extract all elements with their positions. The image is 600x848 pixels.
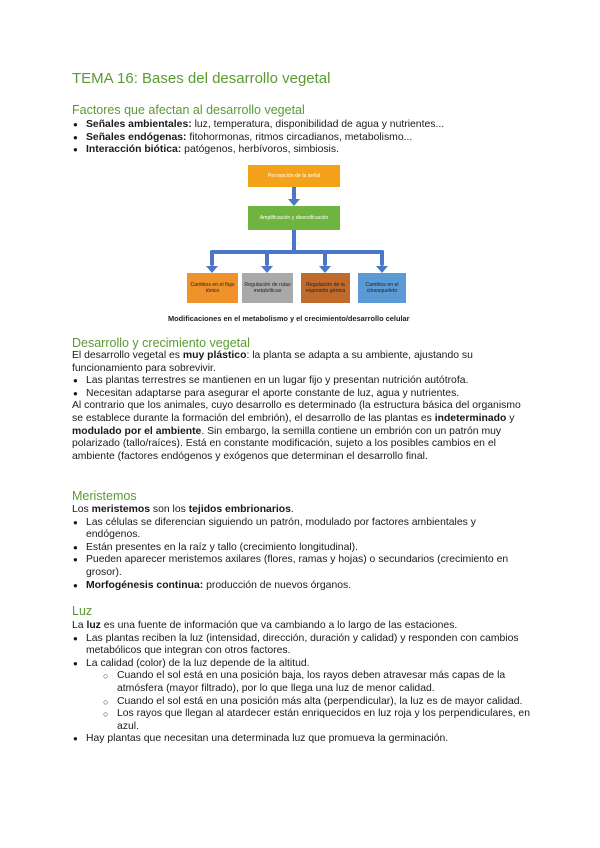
cytoskeleton-box: Cambios en el citoesqueleto (358, 273, 406, 303)
arrow-head-3 (376, 266, 388, 273)
list-item: ● Están presentes en la raíz y tallo (crecimiento longitudinal). (72, 542, 530, 555)
list-item: ● Pueden aparecer meristemos axilares (flores, ramas y hojas) o secundarios (crecimiento en grosor). (72, 554, 530, 579)
signal-diagram (160, 164, 450, 324)
gene-expression-box: Regulación de la expresión génica (301, 273, 350, 303)
list-item: ● Necesitan adaptarse para asegurar el aporte constante de luz, agua y nutrientes. (72, 388, 530, 401)
list-item: ● Interacción biótica: patógenos, herbívoros, simbiosis. (72, 144, 530, 157)
luz-heading: Luz (72, 604, 93, 618)
luz-section (72, 620, 530, 746)
list-item: ● Señales ambientales: luz, temperatura, disponibilidad de agua y nutrientes... (72, 119, 530, 132)
list-item: ● Señales endógenas: fitohormonas, ritmos circadianos, metabolismo... (72, 132, 530, 145)
desarrollo-heading: Desarrollo y crecimiento vegetal (72, 336, 250, 350)
list-item: ● Hay plantas que necesitan una determinada luz que promueva la germinación. (72, 733, 530, 746)
factores-section (72, 119, 530, 157)
list-item: ● Morfogénesis continua: producción de nuevos órganos. (72, 580, 530, 593)
diagram-caption: Modificaciones en el metabolismo y el crecimiento/desarrollo celular (168, 314, 410, 323)
list-item: ● Las plantas terrestres se mantienen en un lugar fijo y presentan nutrición autótrofa. (72, 375, 530, 388)
luz-intro: La luz es una fuente de información que va cambiando a lo largo de las estaciones. (72, 620, 458, 631)
list-item: ● La calidad (color) de la luz depende de la altitud. ○ Cuando el sol está en una posición baja, los rayos deben atravesar más capas de la atmósfera (mayor filtrado), por lo que llega una luz de menor calidad. ○ Cuando el sol está en una posición más alta (perpendicular), la luz es de mayor calidad. ○ Los rayos que llegan al atardecer están enriquecidos en luz roja y los perpendiculares, en azul. (72, 658, 530, 734)
ion-flux-box: Cambios en el flujo iónico (187, 273, 238, 303)
page-title: TEMA 16: Bases del desarrollo vegetal (72, 70, 331, 87)
arrow-head-1 (261, 266, 273, 273)
sub-list-item: ○ Los rayos que llegan al atardecer están enriquecidos en luz roja y los perpendiculares, en azul. (103, 708, 530, 733)
metabolic-routes-box: Regulación de rutas metabólicas (242, 273, 293, 303)
meristemos-intro: Los meristemos son los tejidos embrionarios. (72, 504, 294, 515)
factores-heading: Factores que afectan al desarrollo vegetal (72, 103, 305, 117)
arrow-head-0 (206, 266, 218, 273)
list-item: ● Las plantas reciben la luz (intensidad, dirección, duración y calidad) y responden con cambios metabólicos que integran con otros factores. (72, 633, 530, 658)
sub-list-item: ○ Cuando el sol está en una posición más alta (perpendicular), la luz es de mayor calidad. (103, 696, 530, 709)
sub-list-item: ○ Cuando el sol está en una posición baja, los rayos deben atravesar más capas de la atmósfera (mayor filtrado), por lo que llega una luz de menor calidad. (103, 670, 530, 695)
list-item: ● Las células se diferencian siguiendo un patrón, modulado por factores ambientales y endógenos. (72, 517, 530, 542)
desarrollo-paragraph: Al contrario que los animales, cuyo desarrollo es determinado (la estructura básica del organismo se establece durante la formación del embrión), el desarrollo de las plantas es indeterminado y modulado por el ambiente. Sin embargo, la semilla contiene un embrión con un patrón muy polarizado (tallo/raíces). Está en constante modificación, sujeto a los posibles cambios en el ambiente (factores endógenos y exógenos que determinan el desarrollo final. (72, 400, 521, 462)
arrow-head-2 (319, 266, 331, 273)
desarrollo-intro: El desarrollo vegetal es muy plástico: la planta se adapta a su ambiente, ajustando su funcionamiento para sobrevivir. (72, 350, 473, 374)
arrow-head-top (288, 199, 300, 206)
meristemos-section (72, 504, 530, 592)
amplification-box: Amplificación y diversificación (248, 206, 340, 230)
perception-box: Percepción de la señal (248, 165, 340, 187)
meristemos-heading: Meristemos (72, 489, 137, 503)
desarrollo-section (72, 350, 530, 463)
